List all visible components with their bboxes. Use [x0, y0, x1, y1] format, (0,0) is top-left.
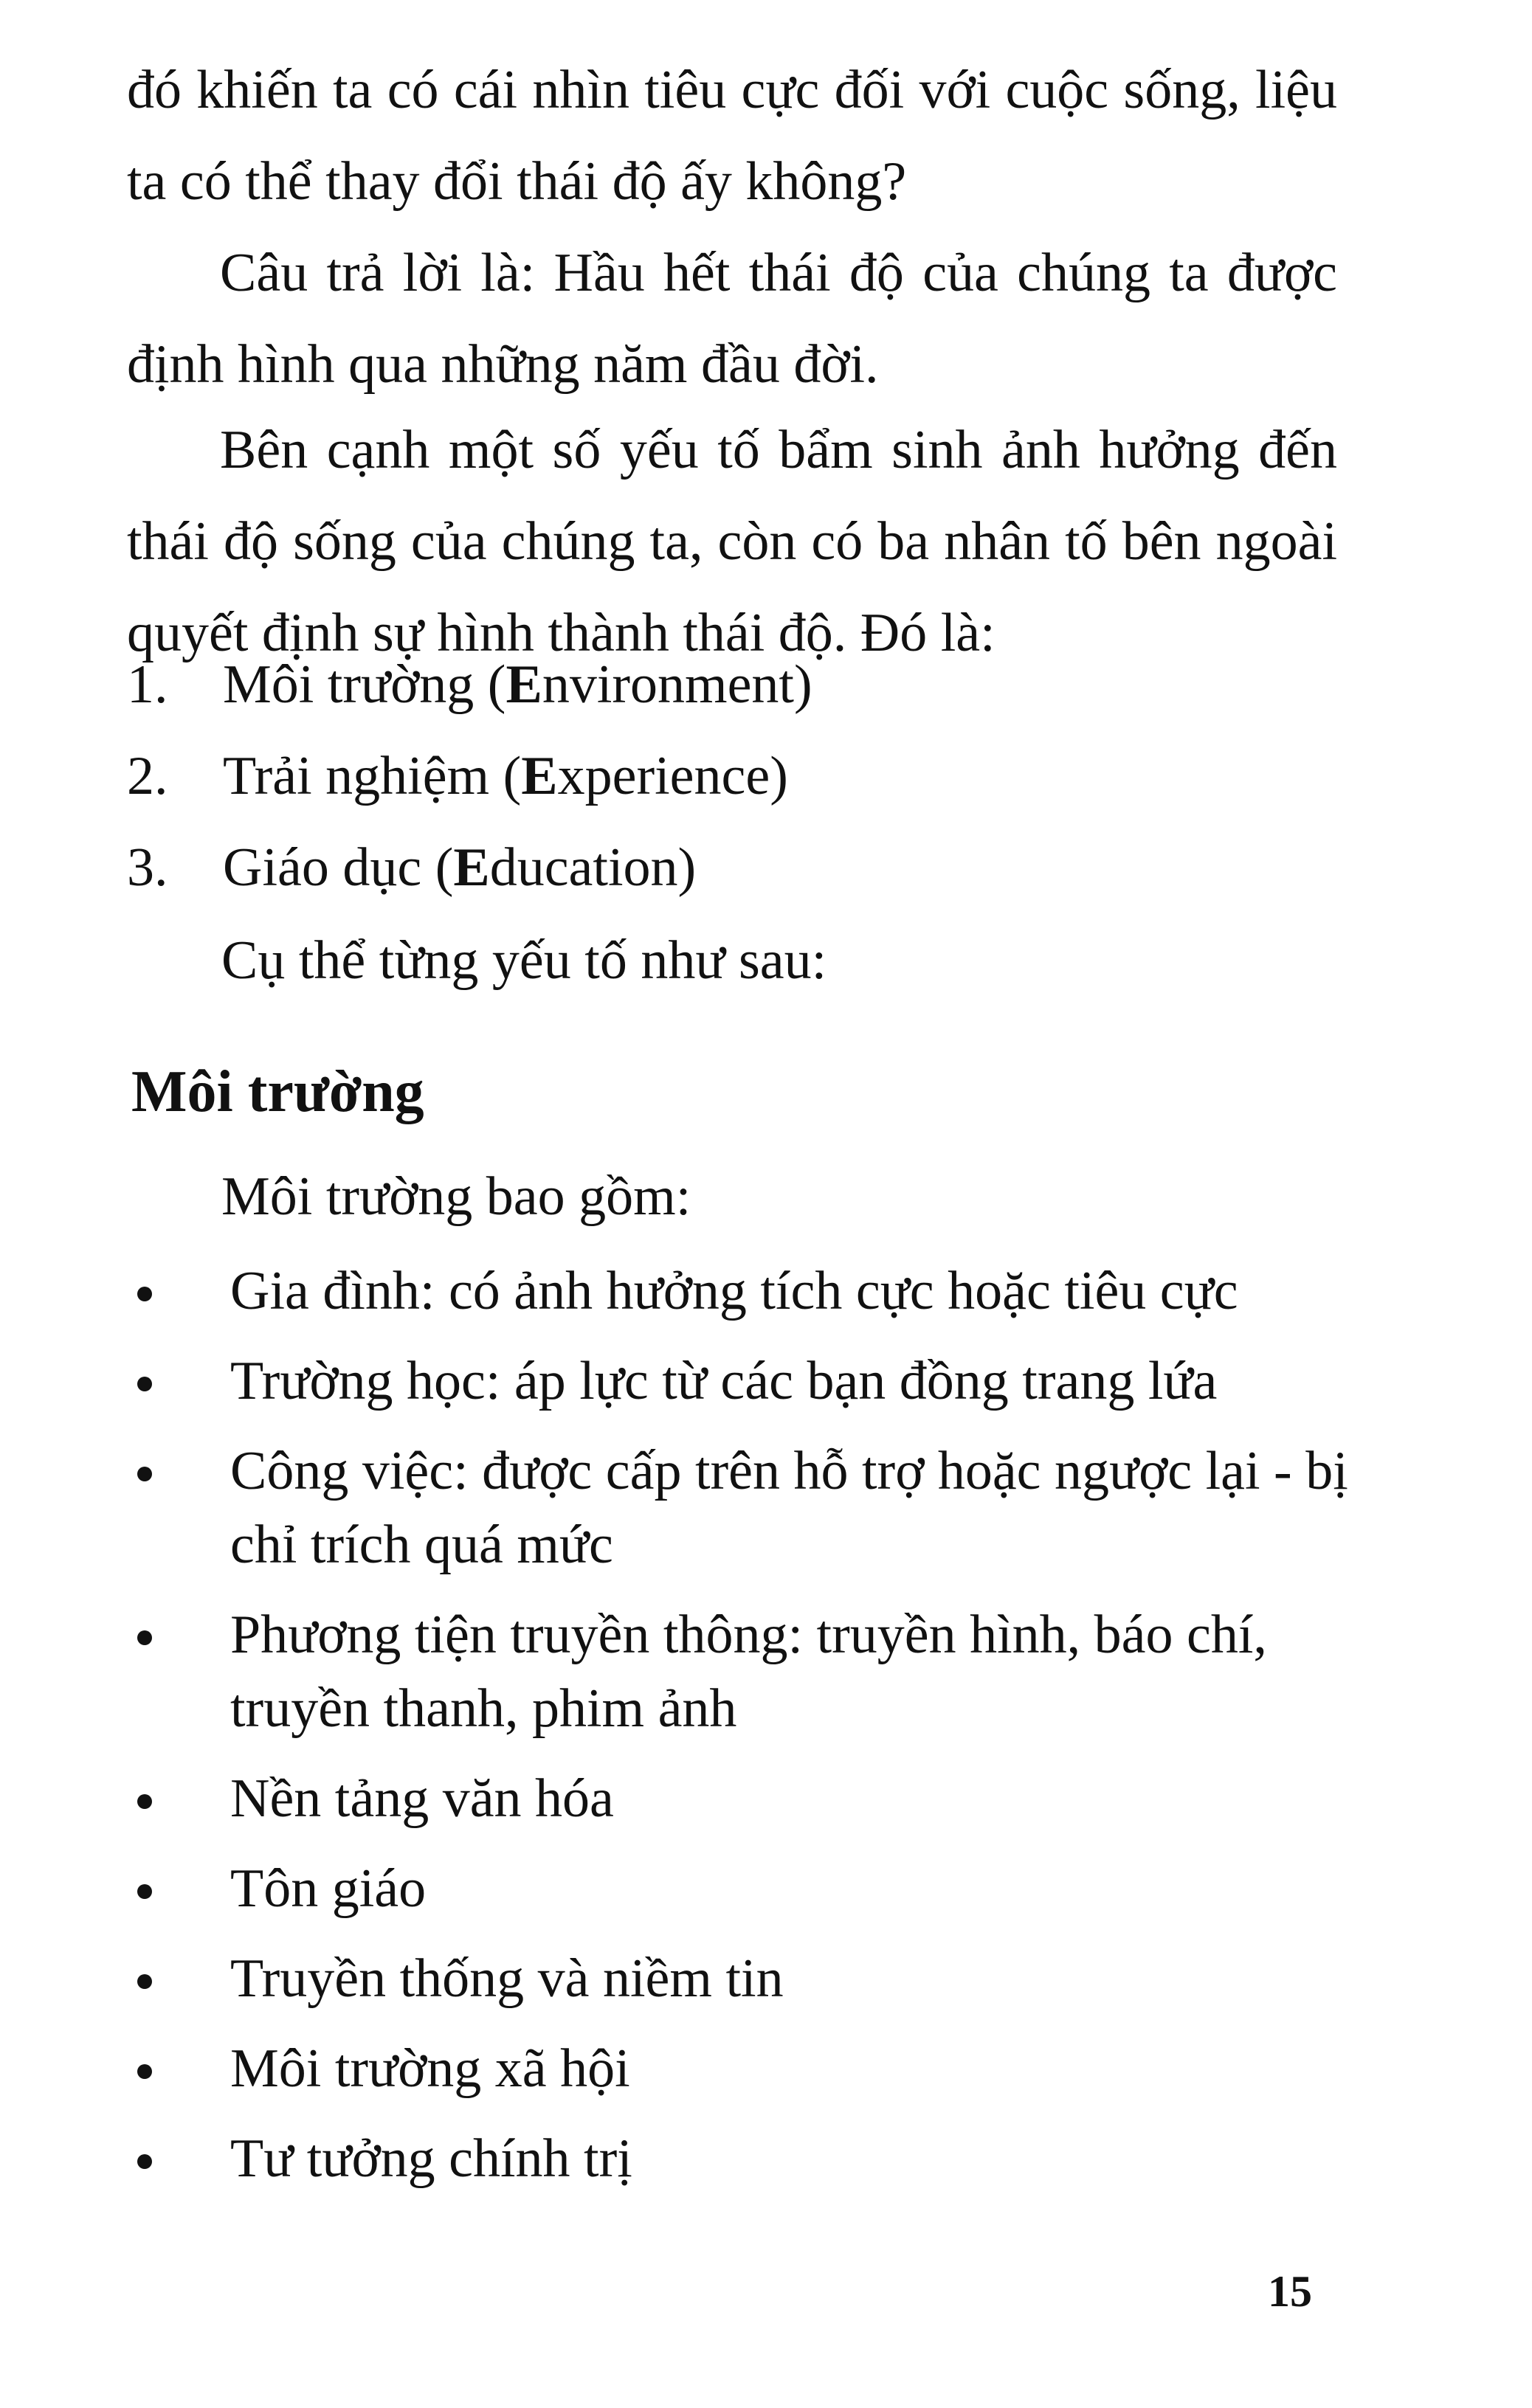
list-item-text: Gia đình: có ảnh hưởng tích cực hoặc tiêu cực	[230, 1261, 1238, 1321]
bullet-list	[127, 1254, 1367, 2212]
bullet-icon	[137, 1794, 152, 1809]
list-item	[127, 2122, 1367, 2196]
list-item-text: Tôn giáo	[230, 1858, 427, 1919]
bullet-icon	[137, 2154, 152, 2169]
item-text-rest: xperience)	[557, 746, 788, 806]
numbered-item-experience	[127, 730, 1337, 822]
item-number: 3.	[127, 837, 168, 898]
item-bold-letter: E	[453, 837, 490, 898]
bullet-icon	[137, 1884, 152, 1899]
section-heading: Môi trường	[131, 1059, 424, 1124]
list-item	[127, 1942, 1367, 2016]
list-item	[127, 1762, 1367, 1836]
list-item	[127, 1434, 1367, 1582]
numbered-item-education	[127, 822, 1337, 913]
list-item	[127, 1598, 1367, 1746]
paragraph-factors-intro: Bên cạnh một số yếu tố bẩm sinh ảnh hưởng đến thái độ sống của chúng ta, còn có ba nhân tố bên ngoài quyết định sự hình thành thái độ. Đó là:	[127, 420, 1337, 663]
bullet-icon	[137, 1630, 152, 1645]
item-text-rest: nvironment)	[542, 654, 812, 715]
numbered-item-environment	[127, 639, 1337, 730]
list-item-text: Phương tiện truyền thông: truyền hình, báo chí, truyền thanh, phim ảnh	[230, 1605, 1267, 1739]
bullet-icon	[137, 1467, 152, 1481]
list-item-text: Nền tảng văn hóa	[230, 1768, 614, 1829]
list-item-text: Trường học: áp lực từ các bạn đồng trang lứa	[230, 1351, 1218, 1411]
list-item	[127, 1344, 1367, 1418]
item-text: Môi trường (	[223, 654, 506, 715]
list-item-text: Công việc: được cấp trên hỗ trợ hoặc ngược lại - bị chỉ trích quá mức	[230, 1441, 1348, 1575]
item-bold-letter: E	[506, 654, 542, 715]
list-item-text: Truyền thống và niềm tin	[230, 1948, 784, 2009]
list-item-text: Tư tưởng chính trị	[230, 2128, 632, 2189]
item-bold-letter: E	[521, 746, 558, 806]
item-text: Giáo dục (	[223, 837, 454, 898]
list-item	[127, 1852, 1367, 1926]
item-text-rest: ducation)	[489, 837, 697, 898]
list-item	[127, 2032, 1367, 2106]
paragraph-continuation: đó khiến ta có cái nhìn tiêu cực đối với cuộc sống, liệu ta có thể thay đổi thái độ ấy không?	[127, 60, 1337, 212]
detail-intro: Cụ thể từng yếu tố như sau:	[221, 930, 827, 991]
section-intro: Môi trường bao gồm:	[221, 1166, 691, 1227]
list-item	[127, 1254, 1367, 1328]
item-text: Trải nghiệm (	[223, 746, 522, 806]
bullet-icon	[137, 1974, 152, 1989]
item-number: 1.	[127, 654, 168, 715]
bullet-icon	[137, 2064, 152, 2079]
list-item-text: Môi trường xã hội	[230, 2038, 630, 2099]
page-number: 15	[1268, 2267, 1312, 2316]
bullet-icon	[137, 1287, 152, 1301]
bullet-icon	[137, 1377, 152, 1391]
paragraph-answer: Câu trả lời là: Hầu hết thái độ của chúng ta được định hình qua những năm đầu đời.	[127, 243, 1337, 395]
item-number: 2.	[127, 746, 168, 806]
